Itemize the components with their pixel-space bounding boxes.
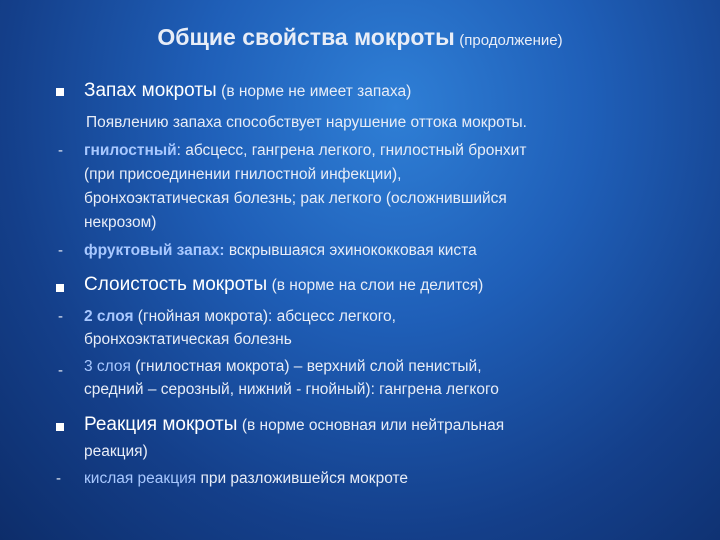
dash-marker: -: [58, 308, 63, 325]
item-text: : абсцесс, гангрена легкого, гнилостный бронхит: [176, 142, 527, 159]
slide-title: [0, 24, 720, 51]
item-continuation: некрозом): [84, 214, 157, 231]
heading-text: Запах мокроты: [84, 80, 217, 101]
item-key: фруктовый запах:: [84, 242, 225, 259]
heading-note: (в норме не имеет запаха): [221, 83, 412, 100]
item-key: 3 слоя: [84, 358, 131, 375]
list-item: [84, 306, 396, 327]
item-key: гнилостный: [84, 142, 177, 159]
item-continuation: средний – серозный, нижний - гнойный): гангрена легкого: [84, 381, 499, 398]
item-continuation: (при присоединении гнилостной инфекции),: [84, 166, 402, 183]
heading-note: (в норме основная или нейтральная: [241, 417, 505, 434]
heading-text: Реакция мокроты: [84, 414, 238, 435]
bullet-square-icon: [56, 88, 64, 96]
item-text: (гнилостная мокрота) – верхний слой пенистый,: [130, 358, 482, 375]
item-key: кислая реакция: [84, 470, 197, 487]
list-item: [84, 356, 482, 377]
section-heading-layering: [84, 274, 483, 296]
bullet-square-icon: [56, 284, 64, 292]
list-item: [84, 240, 477, 261]
item-text: вскрывшаяся эхинококковая киста: [224, 242, 477, 259]
section-heading-reaction: [84, 414, 504, 436]
item-continuation: бронхоэктатическая болезнь: [84, 331, 292, 348]
heading-note: (в норме на слои не делится): [271, 277, 484, 294]
heading-note-continuation: реакция): [84, 443, 148, 460]
section-heading-smell: [84, 80, 411, 102]
dash-marker: -: [58, 242, 63, 259]
item-text: при разложившейся мокроте: [196, 470, 409, 487]
item-key: 2 слоя: [84, 308, 134, 325]
list-item: [84, 140, 526, 161]
bullet-square-icon: [56, 423, 64, 431]
list-item: [84, 468, 408, 489]
smell-intro: Появлению запаха способствует нарушение оттока мокроты.: [86, 114, 527, 131]
dash-marker: -: [56, 470, 61, 487]
item-text: (гнойная мокрота): абсцесс легкого,: [133, 308, 396, 325]
dash-marker: -: [58, 362, 63, 379]
item-continuation: бронхоэктатическая болезнь; рак легкого (осложнившийся: [84, 190, 507, 207]
dash-marker: -: [58, 142, 63, 159]
title-main: Общие свойства мокроты: [157, 24, 455, 50]
title-sub: (продолжение): [459, 32, 563, 49]
heading-text: Слоистость мокроты: [84, 274, 268, 295]
